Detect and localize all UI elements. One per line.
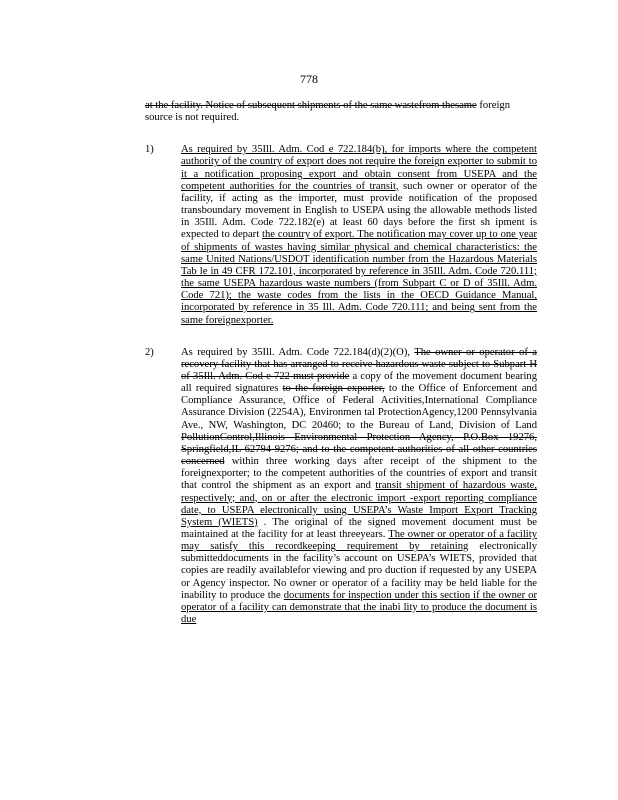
- numbered-items: [145, 144, 537, 626]
- document-body: [145, 100, 537, 646]
- text-run: . The original of the signed movement document must be maintained at the facility for at least threeyears.: [181, 516, 537, 540]
- continuation-paragraph: [145, 100, 537, 124]
- struck-text: at the facility. Notice of subsequent shipments of the same wastefrom thesame: [145, 100, 477, 111]
- text-run: a copy of the movement document bearing all required signatures: [181, 370, 537, 395]
- text-run: to the Office of Enforcement and Compliance Assurance, Office of Federal Activities,International Compliance Assurance Division (2254A), Environmen tal ProtectionAgency,1200 Pennsylvania Ave., NW, Washington, DC 20460; to the Bureau of Land, Division of Land: [181, 383, 537, 431]
- item-text: [181, 347, 537, 627]
- page-number: 778: [300, 72, 318, 86]
- text-run: such owner or operator of the facility, if acting as the importer, must provide notification of the proposed transboundary movement in English to USEPA using the allowable methods listed in 35Ill. Adm. Code 722.182(e) at least 60 days before the first sh ipment is expected to depart: [181, 180, 538, 241]
- underlined-text: the country of export. The notification may cover up to one year of shipments of wastes having similar physical and chemical characteristics: the same United Nations/USDOT identification number from the Hazardous Materials Tab le in 49 CFR 172.101, incorporated by reference in 35Ill. Adm. Code 720.111; the same USEPA hazardous waste numbers (from Subpart C or D of 35Ill. Adm. Code 721); the waste codes from the lists in the OECD Guidance Manual, incorporated by reference in 35 Ill. Adm. Code 720.111; and being sent from the same foreignexporter.: [181, 229, 537, 326]
- underlined-text: The owner or operator of a facility may satisfy this recordkeeping requirement by retaining: [181, 529, 537, 553]
- struck-text: to the foreign exporter,: [282, 383, 385, 395]
- item-text: [181, 144, 537, 326]
- struck-text: The owner or operator of a recovery facility that has arranged to receive hazardous waste subject to Subpart H of 35Ill. Adm. Cod e 722 must provide: [181, 346, 537, 382]
- text-run: within three working days after receipt of the shipment to the foreignexporter; to the competent authorities of the countries of export and transit that control the shipment as an export and: [181, 456, 537, 492]
- list-item: [145, 347, 537, 627]
- text-run: electronically submitteddocuments in the facility’s account on USEPA’s WIETS, provided that copies are readily availablefor viewing and pro duction if requested by any USEPA or Agency inspector. No owner or operator of a facility may be held liable for the inability to produce the: [181, 541, 538, 601]
- item-number: 1): [145, 144, 154, 156]
- text-run: As required by 35Ill. Adm. Code 722.184(d)(2)(O),: [181, 346, 415, 358]
- text-run: foreign source is not required.: [145, 100, 510, 124]
- underlined-text: As required by 35Ill. Adm. Cod e 722.184(b), for imports where the competent authority of the country of export does not require the foreign exporter to submit to it a notification proposing export and obtain consent from USEPA and the competent authorities for the countries of transit,: [181, 144, 537, 192]
- underlined-text: documents for inspection under this section if the owner or operator of a facility can demonstrate that the inabi lity to produce the document is due: [181, 589, 537, 626]
- struck-text: PollutionControl,Illinois Environmental Protection Agency, P.O.Box 19276, Springfield,IL 62794 9276; and to the competent authorities of all other countries concerned: [181, 431, 537, 468]
- underlined-text: transit shipment of hazardous waste, respectively; and, on or after the electronic import -export reporting compliance date, to USEPA electronically using USEPA’s Waste Import Export Tracking System (WIETS): [181, 480, 537, 528]
- item-number: 2): [145, 346, 154, 358]
- list-item: [145, 144, 537, 326]
